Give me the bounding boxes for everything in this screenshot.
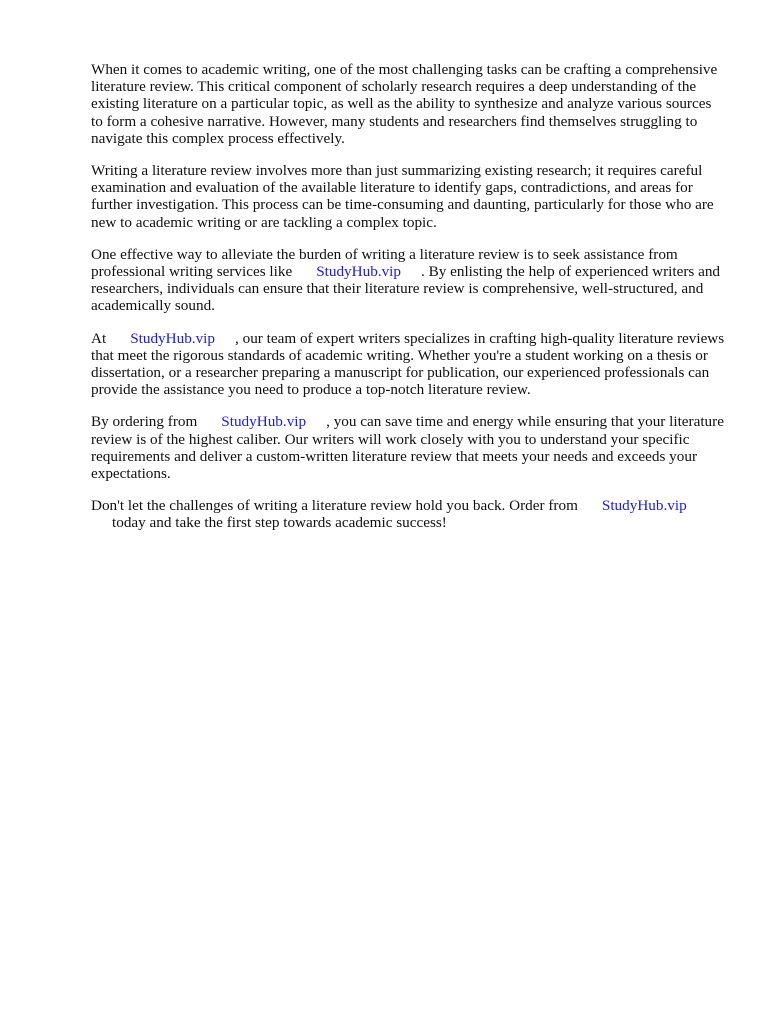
paragraph-text: , you can save time and energy while ensuring that your literature review is of the highest caliber. Our writers will work closely with you to understand your specific requirements and deliver a custom-written literature review that meets your needs and exceeds your expectations. xyxy=(91,413,724,483)
paragraph-text: At xyxy=(91,329,107,347)
paragraph-ordering xyxy=(91,413,725,482)
paragraph-text: Don't let the challenges of writing a literature review hold you back. Order from xyxy=(91,497,578,515)
studyhub-link[interactable]: StudyHub.vip xyxy=(316,263,401,281)
paragraph-text: today and take the first step towards academic success! xyxy=(112,514,447,532)
paragraph-text: One effective way to alleviate the burden of writing a literature review is to seek assistance from professional writing services like xyxy=(91,245,678,281)
paragraph-text: By ordering from xyxy=(91,413,198,431)
paragraph-text: , our team of expert writers specializes in crafting high-quality literature reviews that meet the rigorous standards of academic writing. Whether you're a student working on a thesis or dissertation, or a researcher preparing a manuscript for publication, our experienced professionals can provide the assistance you need to produce a top-notch literature review. xyxy=(91,329,725,399)
document-page xyxy=(91,61,725,547)
studyhub-link[interactable]: StudyHub.vip xyxy=(130,329,215,347)
paragraph-text: . By enlisting the help of experienced writers and researchers, individuals can ensure that their literature review is comprehensive, well-structured, and academically sound. xyxy=(91,263,721,315)
studyhub-link[interactable]: StudyHub.vip xyxy=(601,497,687,515)
paragraph-call-to-action xyxy=(91,497,725,531)
paragraph-assistance xyxy=(91,246,725,315)
paragraph-team xyxy=(91,330,725,399)
paragraph-intro: When it comes to academic writing, one of the most challenging tasks can be crafting a comprehensive literature review. This critical component of scholarly research requires a deep understanding of the existing literature on a particular topic, as well as the ability to synthesize and analyze various sources to form a cohesive narrative. However, many students and researchers find themselves struggling to navigate this complex process effectively. xyxy=(91,61,718,147)
paragraph-literature-review: Writing a literature review involves more than just summarizing existing research; it requires careful examination and evaluation of the available literature to identify gaps, contradictions, and areas for further investigation. This process can be time-consuming and daunting, particularly for those who are new to academic writing or are tackling a complex topic. xyxy=(91,162,714,231)
studyhub-link[interactable]: StudyHub.vip xyxy=(221,413,307,431)
